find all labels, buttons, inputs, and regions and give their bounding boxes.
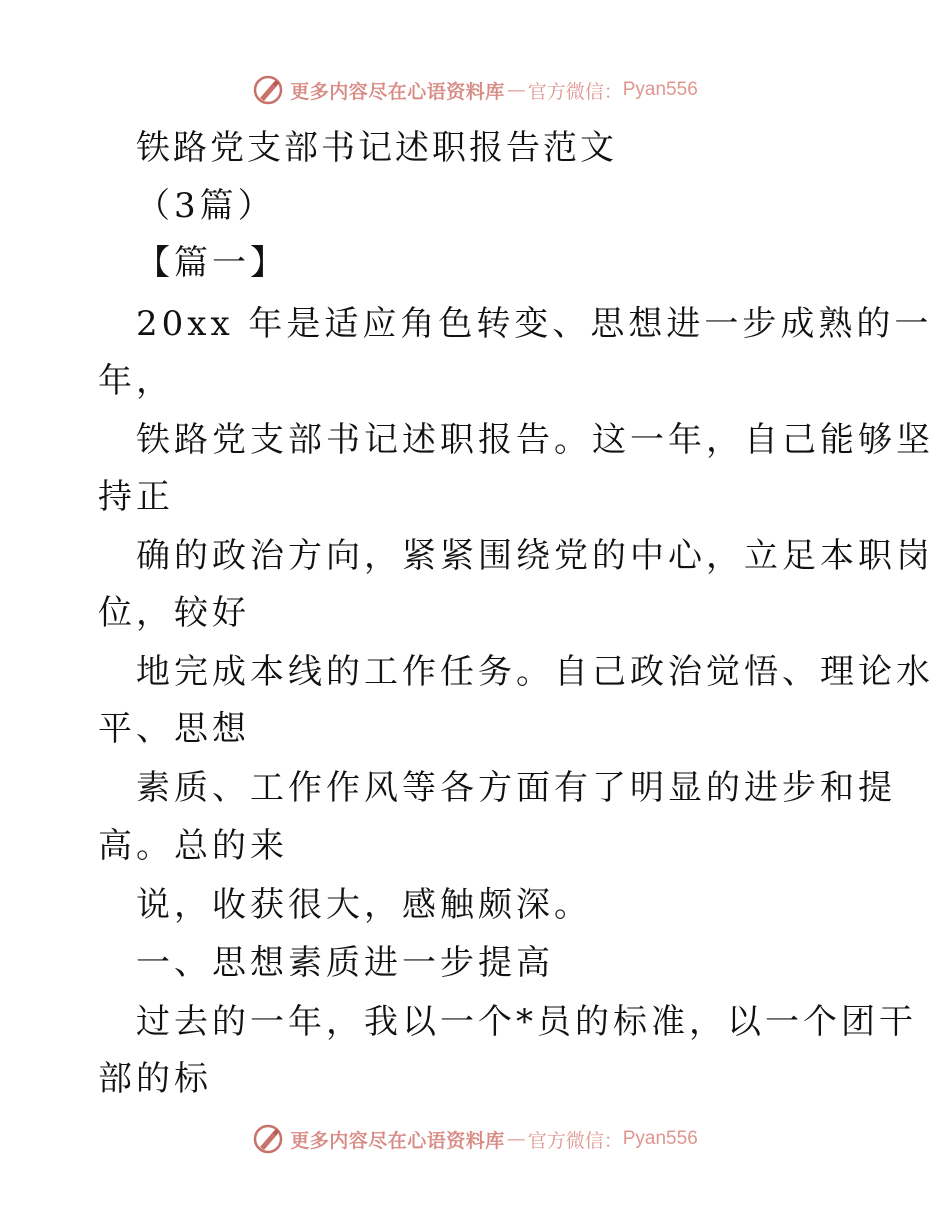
watermark-text: 更多内容尽在心语资料库 [290, 1129, 505, 1152]
watermark-label: 官方微信： [527, 80, 623, 103]
subsection-heading: 一、思想素质进一步提高 [136, 943, 554, 983]
body-line: 高。总的来 [98, 826, 288, 866]
document-count: （3篇） [136, 186, 276, 226]
watermark-id: Pyan556 [622, 79, 698, 100]
footer-watermark [0, 1119, 950, 1159]
watermark-text: 更多内容尽在心语资料库 [290, 80, 505, 103]
watermark-id: Pyan556 [622, 1128, 698, 1149]
body-line: 年， [98, 361, 174, 401]
body-line: 20xx 年是适应角色转变、思想进一步成熟的一 [136, 304, 933, 344]
body-line: 部的标 [98, 1059, 212, 1099]
body-line: 平、思想 [98, 709, 250, 749]
body-line: 位，较好 [98, 593, 250, 633]
watermark-dash: — [506, 1128, 526, 1150]
body-line: 确的政治方向，紧紧围绕党的中心，立足本职岗 [136, 536, 934, 576]
watermark-label: 官方微信： [527, 1129, 623, 1152]
pen-logo-icon [252, 1123, 284, 1155]
body-line: 地完成本线的工作任务。自己政治觉悟、理论水 [136, 652, 934, 692]
watermark-dash: — [506, 79, 526, 101]
section-heading: 【篇一】 [136, 243, 288, 283]
body-line: 过去的一年，我以一个*员的标准，以一个团干 [136, 1002, 917, 1042]
body-line: 说，收获很大，感触颇深。 [136, 885, 592, 925]
body-line: 素质、工作作风等各方面有了明显的进步和提 [136, 768, 896, 808]
body-line: 持正 [98, 477, 174, 517]
document-title: 铁路党支部书记述职报告范文 [136, 128, 617, 168]
body-line: 铁路党支部书记述职报告。这一年，自己能够坚 [136, 420, 934, 460]
